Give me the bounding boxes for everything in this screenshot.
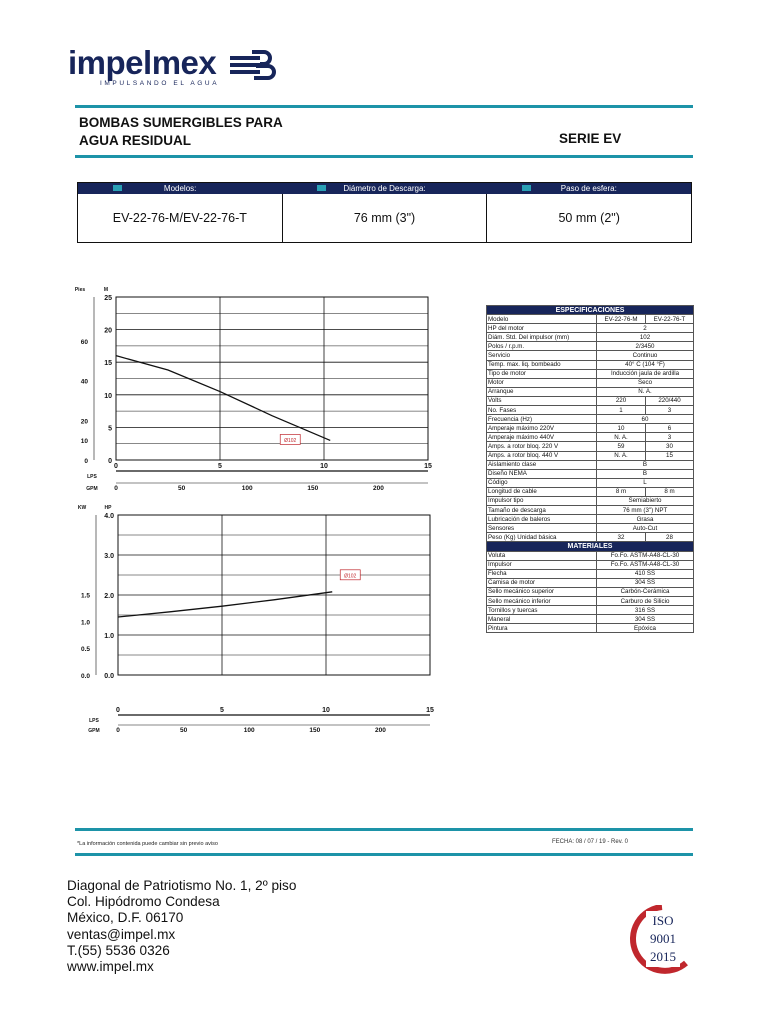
gpm-tick-label: 50: [179, 727, 188, 734]
series-line: [118, 592, 332, 617]
spec-row: [487, 442, 694, 451]
spec-value: Grasa: [597, 515, 694, 524]
info-value-discharge: 76 mm (3"): [283, 194, 488, 242]
spec-label: Impulsor: [487, 560, 597, 569]
spec-value: EV-22-76-T: [646, 315, 694, 324]
outer-y-tick-label: 0.0: [80, 673, 90, 680]
x-tick-label: 5: [220, 707, 224, 714]
spec-label: Maneral: [487, 615, 597, 624]
spec-row: [487, 569, 694, 578]
spec-label: Amps. a rotor bloq. 440 V: [487, 451, 597, 460]
spec-row: [487, 324, 694, 333]
spec-row: [487, 424, 694, 433]
spec-label: Aislamiento clase: [487, 460, 597, 469]
x-tick-label: 0: [116, 707, 120, 714]
spec-row: [487, 597, 694, 606]
spec-row: [487, 587, 694, 596]
spec-row: [487, 560, 694, 569]
footer-top-rule: [75, 828, 693, 831]
spec-value: 32: [597, 533, 646, 542]
spec-row: [487, 551, 694, 560]
spec-row: [487, 469, 694, 478]
gpm-tick-label: 150: [307, 485, 319, 492]
series-label: Ø102: [284, 437, 297, 444]
inner-axis-unit: HP: [104, 505, 112, 511]
spec-value: 3: [646, 433, 694, 442]
spec-label: Lubricación de baleros: [487, 515, 597, 524]
spec-value: Semiabierto: [597, 496, 694, 505]
outer-y-tick-label: 20: [80, 418, 88, 426]
spec-value: Fo.Fo. ASTM-A48-CL-30: [597, 560, 694, 569]
info-value-models: EV-22-76-M/EV-22-76-T: [78, 194, 283, 242]
spec-row: [487, 406, 694, 415]
outer-y-tick-label: 1.0: [80, 619, 90, 627]
spec-row: [487, 578, 694, 587]
y-tick-label: 3.0: [104, 553, 114, 560]
spec-value: 59: [597, 442, 646, 451]
spec-row: [487, 369, 694, 378]
y-tick-label: 0.0: [104, 673, 114, 680]
spec-value: 76 mm (3") NPT: [597, 506, 694, 515]
phone-line: T.(55) 5536 0326: [67, 942, 170, 958]
spec-label: Arranque: [487, 387, 597, 396]
spec-label: Frecuencia (Hz): [487, 415, 597, 424]
x-tick-label: 5: [218, 463, 222, 470]
spec-row: [487, 315, 694, 324]
revision-date: FECHA: 08 / 07 / 19 - Rev. 0: [552, 839, 628, 845]
spec-value: Carbón-Cerámica: [597, 587, 694, 596]
spec-label: Amperaje máximo 220V: [487, 424, 597, 433]
x-tick-label: 10: [322, 707, 330, 714]
y-tick-label: 10: [104, 392, 112, 400]
gpm-tick-label: 200: [375, 727, 386, 734]
title-line-2: AGUA RESIDUAL: [79, 133, 192, 148]
spec-label: Sello mecánico superior: [487, 587, 597, 596]
spec-row: [487, 515, 694, 524]
address-line: México, D.F. 06170: [67, 910, 184, 926]
brand-tagline: IMPULSANDO EL AGUA: [100, 80, 220, 87]
y-tick-label: 15: [104, 360, 112, 368]
spec-row: [487, 624, 694, 633]
spec-value: 220: [597, 396, 646, 405]
spec-row: [487, 451, 694, 460]
gpm-tick-label: 200: [373, 485, 384, 492]
spec-label: Peso (Kg) Unidad básica: [487, 533, 597, 542]
spec-row: [487, 496, 694, 505]
y-tick-label: 5: [108, 425, 112, 433]
spec-label: Polos / r.p.m.: [487, 342, 597, 351]
spec-value: 8 m: [646, 487, 694, 496]
spec-value: 8 m: [597, 487, 646, 496]
spec-value: 102: [597, 333, 694, 342]
spec-label: Camisa de motor: [487, 578, 597, 587]
iso-text: 2015: [650, 949, 676, 964]
spec-label: Motor: [487, 378, 597, 387]
outer-y-tick-label: 60: [80, 338, 88, 346]
spec-row: [487, 460, 694, 469]
title-line-1: BOMBAS SUMERGIBLES PARA: [79, 115, 283, 130]
spec-row: [487, 360, 694, 369]
lps-axis-label: LPS: [89, 718, 99, 724]
spec-label: Amps. a rotor bloq. 220 V: [487, 442, 597, 451]
spec-value: N. A.: [597, 433, 646, 442]
x-tick-label: 10: [320, 463, 328, 470]
info-value-sphere: 50 mm (2"): [558, 211, 620, 225]
spec-value: 410 SS: [597, 569, 694, 578]
lps-axis-label: LPS: [87, 474, 97, 480]
spec-row: [487, 615, 694, 624]
y-tick-label: 25: [104, 295, 112, 302]
specifications-table: [486, 305, 694, 633]
spec-row: [487, 396, 694, 405]
spec-label: Tipo de motor: [487, 369, 597, 378]
spec-section-header: [487, 542, 694, 551]
y-tick-label: 1.0: [104, 633, 114, 640]
spec-value: 304 SS: [597, 615, 694, 624]
spec-value: EV-22-76-M: [597, 315, 646, 324]
spec-row: [487, 342, 694, 351]
x-tick-label: 0: [114, 463, 118, 470]
company-address: [67, 878, 296, 975]
spec-value: 15: [646, 451, 694, 460]
spec-value: N. A.: [597, 451, 646, 460]
spec-label: Amperaje máximo 440V: [487, 433, 597, 442]
spec-section-header: [487, 306, 694, 315]
spec-value: 1: [597, 406, 646, 415]
spec-value: 304 SS: [597, 578, 694, 587]
spec-value: 220/440: [646, 396, 694, 405]
spec-value: 3: [646, 406, 694, 415]
spec-label: Sello mecánico inferior: [487, 597, 597, 606]
spec-label: Pintura: [487, 624, 597, 633]
spec-label: Modelo: [487, 315, 597, 324]
gpm-axis-label: GPM: [86, 486, 98, 492]
spec-row: [487, 606, 694, 615]
address-line: Col. Hipódromo Condesa: [67, 894, 220, 910]
spec-value: Inducción jaula de ardilla: [597, 369, 694, 378]
spec-label: Sensores: [487, 524, 597, 533]
spec-value: N. A.: [597, 387, 694, 396]
gpm-tick-label: 50: [177, 485, 186, 492]
y-tick-label: 2.0: [104, 593, 114, 600]
email-line: ventas@impel.mx: [67, 926, 176, 942]
spec-row: [487, 487, 694, 496]
gpm-tick-label: 100: [243, 727, 255, 734]
spec-label: Volts: [487, 396, 597, 405]
section-title: ESPECIFICACIONES: [487, 306, 694, 315]
spec-label: Longitud de cable: [487, 487, 597, 496]
series-label: SERIE EV: [559, 131, 622, 146]
section-title: MATERIALES: [487, 542, 694, 551]
gpm-tick-label: 100: [241, 485, 253, 492]
x-tick-label: 15: [426, 707, 434, 714]
spec-value: 316 SS: [597, 606, 694, 615]
spec-row: [487, 524, 694, 533]
x-tick-label: 15: [424, 463, 432, 470]
spec-row: [487, 433, 694, 442]
spec-label: Impulsor tipo: [487, 496, 597, 505]
y-tick-label: 4.0: [104, 513, 114, 520]
y-tick-label: 0: [108, 458, 112, 465]
spec-value: 2/3450: [597, 342, 694, 351]
spec-row: [487, 387, 694, 396]
spec-value: 2: [597, 324, 694, 333]
spec-label: Temp. max. liq. bombeado: [487, 360, 597, 369]
spec-label: Tamaño de descarga: [487, 506, 597, 515]
outer-y-tick-label: 1.5: [80, 592, 90, 600]
spec-value: Seco: [597, 378, 694, 387]
spec-label: HP del motor: [487, 324, 597, 333]
spec-value: 10: [597, 424, 646, 433]
outer-y-tick-label: 10: [80, 438, 88, 446]
outer-y-tick-label: 40: [80, 378, 88, 386]
iso-text: 9001: [650, 931, 676, 946]
info-header-sphere: Paso de esfera:: [487, 183, 691, 194]
gpm-tick-label: 0: [114, 485, 118, 492]
spec-row: [487, 378, 694, 387]
outer-axis-unit: Pies: [74, 287, 86, 293]
spec-value: 40° C (104 °F): [597, 360, 694, 369]
spec-label: Código: [487, 478, 597, 487]
spec-row: [487, 506, 694, 515]
series-label: Ø102: [344, 573, 357, 580]
spec-row: [487, 351, 694, 360]
spec-label: Diám. Std. Del impulsor (mm): [487, 333, 597, 342]
spec-value: B: [597, 460, 694, 469]
info-header-discharge: Diámetro de Descarga:: [282, 183, 486, 194]
spec-value: 28: [646, 533, 694, 542]
spec-label: No. Fases: [487, 406, 597, 415]
spec-row: [487, 533, 694, 542]
spec-value: Fo.Fo. ASTM-A48-CL-30: [597, 551, 694, 560]
spec-label: Servicio: [487, 351, 597, 360]
spec-row: [487, 333, 694, 342]
spec-value: Auto-Cut: [597, 524, 694, 533]
spec-label: Diseño NEMA: [487, 469, 597, 478]
spec-value: Epóxica: [597, 624, 694, 633]
spec-value: 6: [646, 424, 694, 433]
gpm-axis-label: GPM: [88, 728, 100, 734]
disclaimer-note: *La información contenida puede cambiar sin previo aviso: [77, 841, 218, 847]
outer-axis-unit: KW: [77, 505, 87, 511]
spec-label: Voluta: [487, 551, 597, 560]
spec-label: Flecha: [487, 569, 597, 578]
website-line: www.impel.mx: [67, 959, 154, 975]
spec-value: Carburo de Silicio: [597, 597, 694, 606]
spec-value: L: [597, 478, 694, 487]
spec-value: 30: [646, 442, 694, 451]
gpm-tick-label: 0: [116, 727, 120, 734]
spec-row: [487, 478, 694, 487]
footer-bottom-rule: [75, 853, 693, 856]
spec-value: 60: [597, 415, 694, 424]
gpm-tick-label: 150: [309, 727, 321, 734]
outer-y-tick-label: 0.5: [80, 646, 90, 654]
inner-axis-unit: M: [103, 287, 109, 293]
spec-value: B: [597, 469, 694, 478]
spec-label: Tornillos y tuercas: [487, 606, 597, 615]
address-line: Diagonal de Patriotismo No. 1, 2º piso: [67, 878, 297, 893]
spec-value: Continuo: [597, 351, 694, 360]
y-tick-label: 20: [104, 327, 112, 335]
iso-text: ISO: [652, 913, 674, 928]
info-header-models: Modelos:: [78, 183, 282, 194]
outer-y-tick-label: 0: [84, 458, 88, 465]
brand-logo-text: impelmex: [68, 44, 217, 81]
iso-certification-badge: [626, 905, 698, 975]
spec-row: [487, 415, 694, 424]
